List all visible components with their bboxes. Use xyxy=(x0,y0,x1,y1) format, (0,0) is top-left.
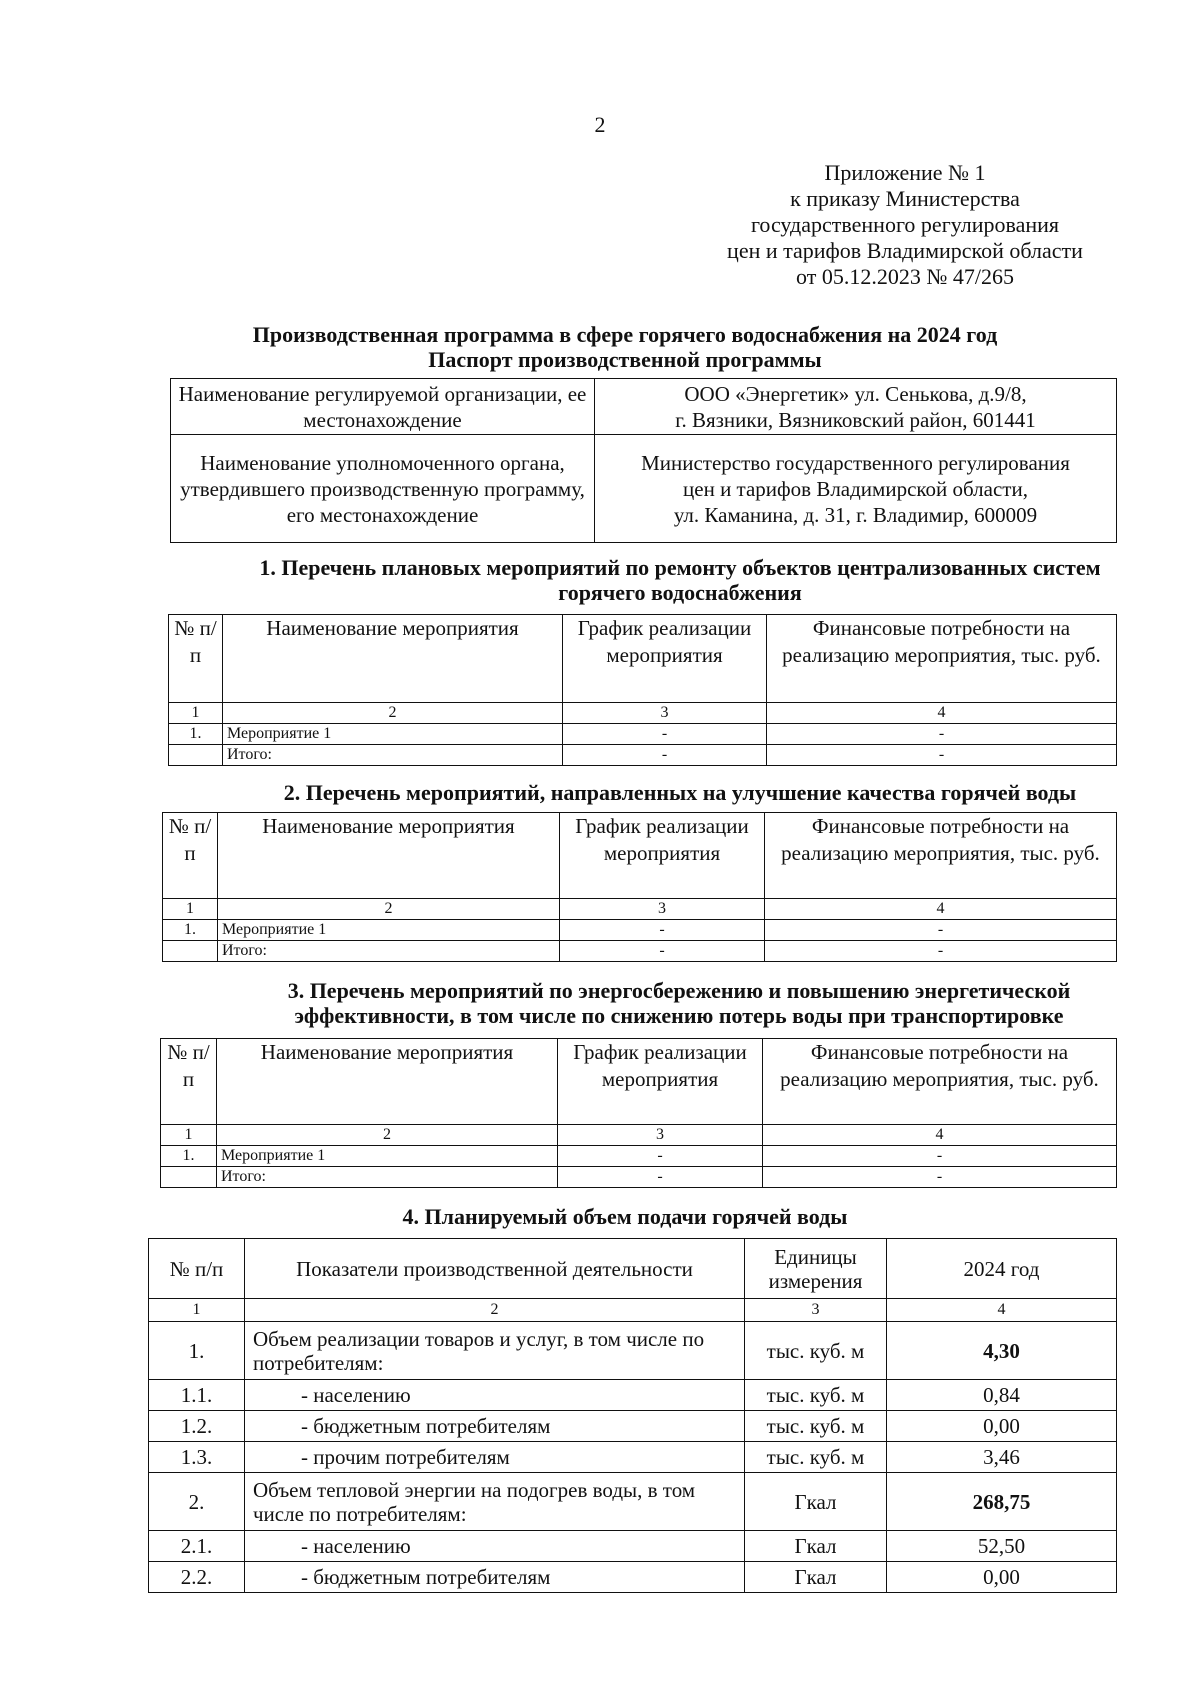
passport-authority-line-3: ул. Каманина, д. 31, г. Владимир, 600009 xyxy=(673,502,1038,527)
vol-row-indicator: - прочим потребителям xyxy=(245,1442,745,1473)
vol-row-num: 1.2. xyxy=(149,1411,245,1442)
total-num xyxy=(169,745,223,766)
vol-col-year-header: 2024 год xyxy=(887,1239,1117,1299)
total-label: Итого: xyxy=(218,941,560,962)
vol-col-num-header: № п/п xyxy=(149,1239,245,1299)
row-event-name: Мероприятие 1 xyxy=(217,1146,558,1167)
volume-header-row xyxy=(149,1239,1117,1299)
vol-row-unit: тыс. куб. м xyxy=(745,1322,887,1380)
passport-row-organization xyxy=(171,379,1117,435)
vol-row-value: 3,46 xyxy=(887,1442,1117,1473)
section-3-table xyxy=(160,1038,1117,1188)
total-finance: - xyxy=(767,745,1117,766)
col-finance-header: Финансовые потребности на реализацию мероприятия, тыс. руб. xyxy=(765,813,1117,899)
table-row xyxy=(149,1473,1117,1531)
col-index-3: 3 xyxy=(563,703,767,724)
row-schedule: - xyxy=(560,920,765,941)
col-index-4: 4 xyxy=(767,703,1117,724)
passport-authority-label: Наименование уполномоченного органа, утвердившего производственную программу, его местонахождение xyxy=(171,435,595,543)
page-number: 2 xyxy=(594,112,606,137)
col-num-header: № п/п xyxy=(161,1039,217,1125)
table-row xyxy=(149,1531,1117,1562)
vol-row-value: 0,84 xyxy=(887,1380,1117,1411)
section-1-title: 1. Перечень плановых мероприятий по ремонту объектов централизованных систем горячего водоснабжения xyxy=(259,555,1101,605)
col-index-3: 3 xyxy=(745,1299,887,1322)
vol-row-indicator: - бюджетным потребителям xyxy=(245,1411,745,1442)
vol-row-value: 0,00 xyxy=(887,1411,1117,1442)
row-num: 1. xyxy=(161,1146,217,1167)
appendix-header xyxy=(690,160,1120,290)
col-index-2: 2 xyxy=(245,1299,745,1322)
table-row xyxy=(149,1411,1117,1442)
appendix-line-4: цен и тарифов Владимирской области xyxy=(727,238,1083,263)
col-index-1: 1 xyxy=(149,1299,245,1322)
section-1-table xyxy=(168,614,1117,766)
passport-org-address-2: г. Вязники, Вязниковский район, 601441 xyxy=(675,407,1036,432)
vol-row-indicator: - населению xyxy=(245,1531,745,1562)
table-row xyxy=(161,1146,1117,1167)
vol-row-indicator: - населению xyxy=(245,1380,745,1411)
appendix-line-2: к приказу Министерства xyxy=(790,186,1020,211)
vol-row-unit: Гкал xyxy=(745,1562,887,1593)
table-header-row xyxy=(163,813,1117,899)
vol-row-unit: тыс. куб. м xyxy=(745,1411,887,1442)
col-index-4: 4 xyxy=(887,1299,1117,1322)
vol-row-num: 2.1. xyxy=(149,1531,245,1562)
section-3-title: 3. Перечень мероприятий по энергосбережению и повышению энергетической эффективности, в том числе по снижению потерь воды при транспортировке xyxy=(287,978,1071,1028)
passport-title: Паспорт производственной программы xyxy=(428,347,822,372)
total-row xyxy=(169,745,1117,766)
passport-authority-value xyxy=(595,435,1117,543)
col-schedule-header: График реализации мероприятия xyxy=(563,615,767,703)
col-num-header: № п/п xyxy=(169,615,223,703)
volume-table xyxy=(148,1238,1117,1593)
col-index-3: 3 xyxy=(560,899,765,920)
vol-row-value: 268,75 xyxy=(887,1473,1117,1531)
passport-org-label: Наименование регулируемой организации, ее местонахождение xyxy=(171,379,595,435)
table-row xyxy=(169,724,1117,745)
vol-row-unit: тыс. куб. м xyxy=(745,1380,887,1411)
vol-col-indicator-header: Показатели производственной деятельности xyxy=(245,1239,745,1299)
total-schedule: - xyxy=(563,745,767,766)
col-name-header: Наименование мероприятия xyxy=(218,813,560,899)
passport-row-authority xyxy=(171,435,1117,543)
col-index-2: 2 xyxy=(217,1125,558,1146)
passport-authority-line-1: Министерство государственного регулирования xyxy=(641,450,1070,475)
column-index-row xyxy=(163,899,1117,920)
table-header-row xyxy=(169,615,1117,703)
col-index-4: 4 xyxy=(763,1125,1117,1146)
col-name-header: Наименование мероприятия xyxy=(217,1039,558,1125)
table-row xyxy=(149,1562,1117,1593)
table-header-row xyxy=(161,1039,1117,1125)
section-2-table xyxy=(162,812,1117,962)
col-index-3: 3 xyxy=(558,1125,763,1146)
appendix-line-5: от 05.12.2023 № 47/265 xyxy=(796,264,1014,289)
section-2-title: 2. Перечень мероприятий, направленных на улучшение качества горячей воды xyxy=(283,780,1077,805)
col-finance-header: Финансовые потребности на реализацию мероприятия, тыс. руб. xyxy=(767,615,1117,703)
col-schedule-header: График реализации мероприятия xyxy=(560,813,765,899)
total-schedule: - xyxy=(560,941,765,962)
total-label: Итого: xyxy=(217,1167,558,1188)
row-finance: - xyxy=(765,920,1117,941)
row-schedule: - xyxy=(558,1146,763,1167)
table-row xyxy=(149,1380,1117,1411)
vol-row-value: 52,50 xyxy=(887,1531,1117,1562)
vol-row-value: 4,30 xyxy=(887,1322,1117,1380)
vol-col-units-header: Единицы измерения xyxy=(745,1239,887,1299)
total-finance: - xyxy=(765,941,1117,962)
vol-row-num: 1.3. xyxy=(149,1442,245,1473)
row-event-name: Мероприятие 1 xyxy=(218,920,560,941)
total-row xyxy=(163,941,1117,962)
appendix-line-1: Приложение № 1 xyxy=(824,160,986,185)
col-schedule-header: График реализации мероприятия xyxy=(558,1039,763,1125)
col-index-4: 4 xyxy=(765,899,1117,920)
col-index-2: 2 xyxy=(218,899,560,920)
vol-row-unit: Гкал xyxy=(745,1473,887,1531)
total-schedule: - xyxy=(558,1167,763,1188)
program-title: Производственная программа в сфере горячего водоснабжения на 2024 год xyxy=(252,322,998,347)
col-name-header: Наименование мероприятия xyxy=(223,615,563,703)
row-finance: - xyxy=(763,1146,1117,1167)
row-schedule: - xyxy=(563,724,767,745)
passport-table xyxy=(170,378,1117,543)
col-num-header: № п/п xyxy=(163,813,218,899)
col-index-1: 1 xyxy=(169,703,223,724)
total-num xyxy=(163,941,218,962)
vol-row-indicator: Объем тепловой энергии на подогрев воды, в том числе по потребителям: xyxy=(245,1473,745,1531)
total-finance: - xyxy=(763,1167,1117,1188)
vol-row-num: 1. xyxy=(149,1322,245,1380)
vol-row-value: 0,00 xyxy=(887,1562,1117,1593)
table-row xyxy=(149,1442,1117,1473)
column-index-row xyxy=(169,703,1117,724)
row-finance: - xyxy=(767,724,1117,745)
passport-authority-line-2: цен и тарифов Владимирской области, xyxy=(683,476,1028,501)
vol-row-indicator: Объем реализации товаров и услуг, в том числе по потребителям: xyxy=(245,1322,745,1380)
table-row xyxy=(149,1322,1117,1380)
row-num: 1. xyxy=(163,920,218,941)
col-index-1: 1 xyxy=(161,1125,217,1146)
total-label: Итого: xyxy=(223,745,563,766)
total-num xyxy=(161,1167,217,1188)
col-index-1: 1 xyxy=(163,899,218,920)
table-row xyxy=(163,920,1117,941)
passport-org-address-1: ООО «Энергетик» ул. Сенькова, д.9/8, xyxy=(684,381,1027,406)
column-index-row xyxy=(149,1299,1117,1322)
vol-row-num: 1.1. xyxy=(149,1380,245,1411)
column-index-row xyxy=(161,1125,1117,1146)
vol-row-unit: тыс. куб. м xyxy=(745,1442,887,1473)
total-row xyxy=(161,1167,1117,1188)
passport-org-value xyxy=(595,379,1117,435)
appendix-line-3: государственного регулирования xyxy=(750,212,1060,237)
vol-row-num: 2. xyxy=(149,1473,245,1531)
vol-row-indicator: - бюджетным потребителям xyxy=(245,1562,745,1593)
row-num: 1. xyxy=(169,724,223,745)
col-index-2: 2 xyxy=(223,703,563,724)
col-finance-header: Финансовые потребности на реализацию мероприятия, тыс. руб. xyxy=(763,1039,1117,1125)
row-event-name: Мероприятие 1 xyxy=(223,724,563,745)
vol-row-unit: Гкал xyxy=(745,1531,887,1562)
section-4-title: 4. Планируемый объем подачи горячей воды xyxy=(402,1204,848,1229)
vol-row-num: 2.2. xyxy=(149,1562,245,1593)
